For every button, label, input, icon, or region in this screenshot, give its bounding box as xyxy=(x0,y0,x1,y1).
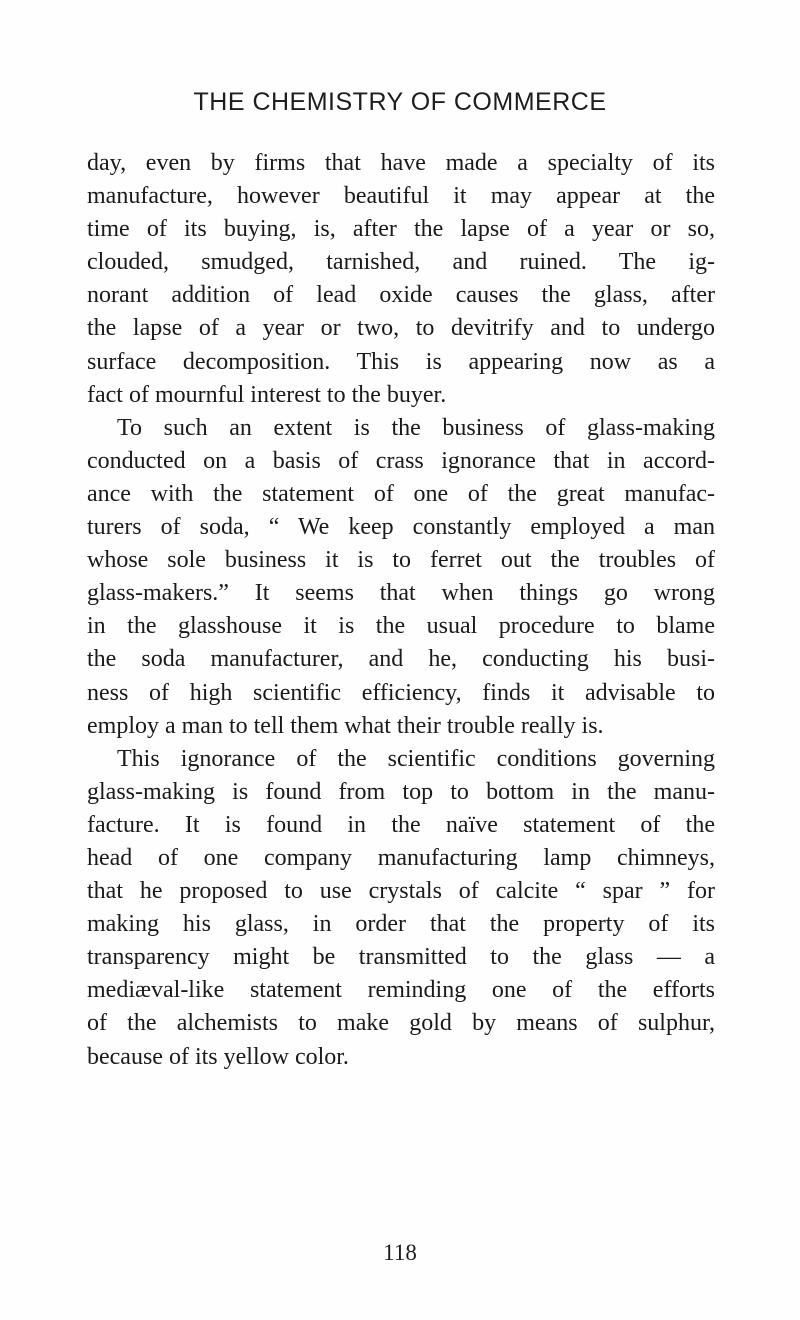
text-line: transparency might be transmitted to the glass — a xyxy=(87,944,715,971)
text-line: norant addition of lead oxide causes the glass, after xyxy=(87,282,715,309)
text-line: because of its yellow color. xyxy=(87,1043,349,1070)
body-text xyxy=(87,147,715,1074)
text-line: in the glasshouse it is the usual procedure to blame xyxy=(87,613,715,640)
text-line: head of one company manufacturing lamp chimneys, xyxy=(87,844,715,871)
text-line: that he proposed to use crystals of calcite “ spar ” for xyxy=(87,878,715,905)
text-line: This ignorance of the scientific conditions governing xyxy=(117,745,715,772)
page-number: 118 xyxy=(383,1240,417,1265)
running-head: THE CHEMISTRY OF COMMERCE xyxy=(193,88,607,116)
text-line: the soda manufacturer, and he, conducting his busi- xyxy=(87,646,715,673)
text-line: day, even by firms that have made a specialty of its xyxy=(87,150,715,176)
text-line: glass-making is found from top to bottom in the manu- xyxy=(87,778,715,805)
text-line: ance with the statement of one of the great manufac- xyxy=(87,480,715,507)
text-line: fact of mournful interest to the buyer. xyxy=(87,381,447,408)
text-line: time of its buying, is, after the lapse of a year or so, xyxy=(87,216,715,243)
text-line: facture. It is found in the naïve statement of the xyxy=(87,811,715,838)
text-line: To such an extent is the business of glass-making xyxy=(117,414,715,441)
text-line: employ a man to tell them what their trouble really is. xyxy=(87,712,604,739)
text-line: of the alchemists to make gold by means of sulphur, xyxy=(87,1010,715,1037)
paragraph xyxy=(87,743,715,1074)
text-line: turers of soda, “ We keep constantly employed a man xyxy=(87,514,715,541)
text-line: ness of high scientific efficiency, finds it advisable to xyxy=(87,679,715,706)
text-line: conducted on a basis of crass ignorance that in accord- xyxy=(87,447,715,474)
text-line: whose sole business it is to ferret out the troubles of xyxy=(87,547,715,574)
text-line: the lapse of a year or two, to devitrify and to undergo xyxy=(87,315,715,342)
text-line: manufacture, however beautiful it may appear at the xyxy=(87,183,715,210)
paragraph xyxy=(87,412,715,743)
text-line: mediæval-like statement reminding one of the efforts xyxy=(87,977,715,1004)
paragraph xyxy=(87,147,715,412)
text-line: glass-makers.” It seems that when things go wrong xyxy=(87,580,715,607)
text-line: making his glass, in order that the property of its xyxy=(87,911,715,938)
text-line: surface decomposition. This is appearing now as a xyxy=(87,348,715,375)
text-line: clouded, smudged, tarnished, and ruined. The ig- xyxy=(87,249,715,276)
